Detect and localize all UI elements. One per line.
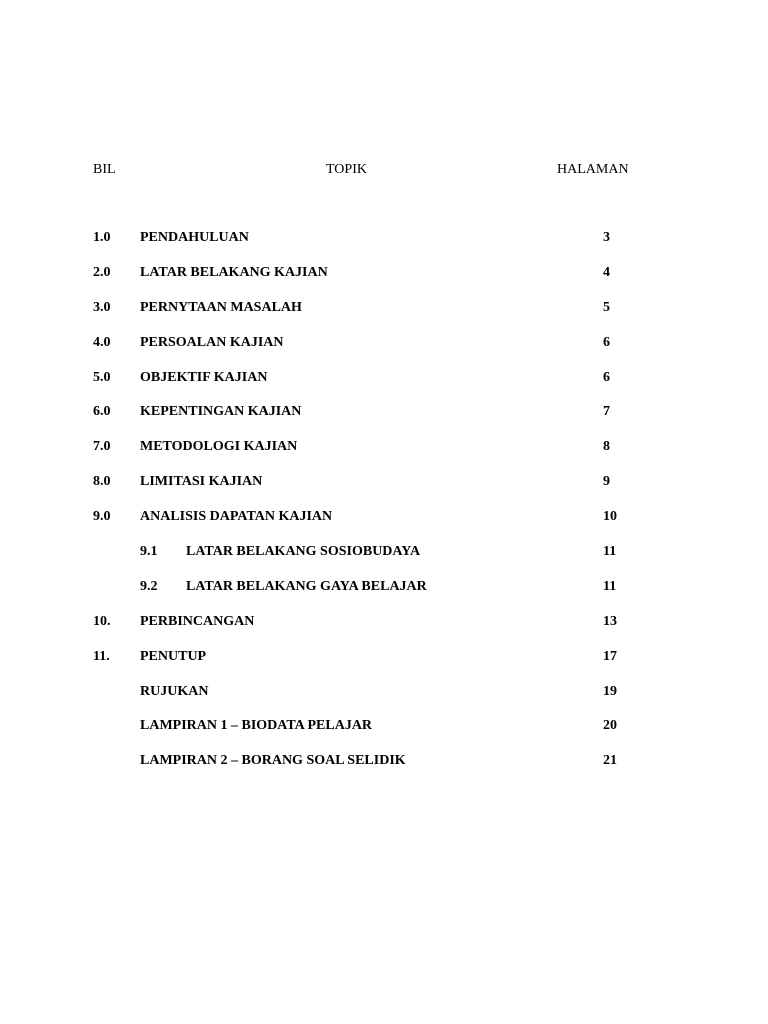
toc-row bbox=[0, 265, 768, 300]
toc-page: 3 bbox=[603, 230, 610, 245]
toc-row bbox=[0, 509, 768, 544]
toc-title: LAMPIRAN 2 – BORANG SOAL SELIDIK bbox=[140, 753, 406, 769]
toc-title: LIMITASI KAJIAN bbox=[140, 474, 263, 490]
toc-number: 10. bbox=[93, 613, 111, 629]
toc-subrow bbox=[0, 579, 768, 614]
toc-page: 5 bbox=[603, 299, 610, 315]
toc-row bbox=[0, 718, 768, 753]
column-header-bil: BIL bbox=[93, 162, 116, 177]
toc-number: 1.0 bbox=[93, 230, 111, 245]
toc-page: 6 bbox=[603, 334, 610, 350]
toc-title: RUJUKAN bbox=[140, 683, 209, 699]
toc-number: 11. bbox=[93, 648, 110, 664]
toc-row bbox=[0, 649, 768, 684]
toc-row bbox=[0, 439, 768, 474]
toc-page: 19 bbox=[603, 683, 617, 699]
toc-title: PERNYTAAN MASALAH bbox=[140, 299, 302, 315]
toc-title: PENUTUP bbox=[140, 648, 207, 664]
toc-page: 13 bbox=[603, 613, 617, 629]
toc-number: 9.0 bbox=[93, 509, 111, 525]
toc-page: 11 bbox=[603, 578, 617, 594]
toc-row bbox=[0, 753, 768, 788]
toc-subnumber: 9.1 bbox=[140, 544, 158, 560]
toc-subnumber: 9.2 bbox=[140, 578, 158, 594]
toc-page: 21 bbox=[603, 753, 617, 769]
toc-title: PENDAHULUAN bbox=[140, 230, 249, 245]
toc-title: OBJEKTIF KAJIAN bbox=[140, 369, 268, 385]
toc-page: 4 bbox=[603, 264, 610, 280]
column-header-halaman: HALAMAN bbox=[557, 162, 629, 177]
toc-subrow bbox=[0, 544, 768, 579]
toc-row bbox=[0, 230, 768, 265]
toc-page: 7 bbox=[603, 404, 610, 420]
toc-number: 6.0 bbox=[93, 404, 111, 420]
toc-title: LATAR BELAKANG KAJIAN bbox=[140, 264, 328, 280]
toc-row bbox=[0, 684, 768, 719]
toc-row bbox=[0, 335, 768, 370]
toc-title: LAMPIRAN 1 – BIODATA PELAJAR bbox=[140, 718, 373, 734]
toc-page: 20 bbox=[603, 718, 617, 734]
toc-number: 4.0 bbox=[93, 334, 111, 350]
toc-title: LATAR BELAKANG SOSIOBUDAYA bbox=[186, 544, 421, 560]
toc-page: 6 bbox=[603, 369, 610, 385]
table-of-contents bbox=[0, 230, 768, 788]
toc-page: 9 bbox=[603, 474, 610, 490]
toc-row bbox=[0, 404, 768, 439]
toc-header bbox=[0, 162, 768, 180]
toc-number: 2.0 bbox=[93, 264, 111, 280]
toc-row bbox=[0, 474, 768, 509]
toc-number: 8.0 bbox=[93, 474, 111, 490]
toc-number: 3.0 bbox=[93, 299, 111, 315]
toc-row bbox=[0, 370, 768, 405]
toc-title: KEPENTINGAN KAJIAN bbox=[140, 404, 302, 420]
toc-page: 10 bbox=[603, 509, 617, 525]
toc-title: ANALISIS DAPATAN KAJIAN bbox=[140, 509, 333, 525]
toc-row bbox=[0, 300, 768, 335]
toc-title: LATAR BELAKANG GAYA BELAJAR bbox=[186, 578, 427, 594]
toc-page: 11 bbox=[603, 544, 617, 560]
toc-number: 7.0 bbox=[93, 439, 111, 455]
toc-title: METODOLOGI KAJIAN bbox=[140, 439, 298, 455]
toc-page: 8 bbox=[603, 439, 610, 455]
toc-page: 17 bbox=[603, 648, 617, 664]
toc-row bbox=[0, 614, 768, 649]
column-header-topik: TOPIK bbox=[326, 162, 367, 177]
toc-title: PERBINCANGAN bbox=[140, 613, 255, 629]
toc-title: PERSOALAN KAJIAN bbox=[140, 334, 284, 350]
toc-number: 5.0 bbox=[93, 369, 111, 385]
